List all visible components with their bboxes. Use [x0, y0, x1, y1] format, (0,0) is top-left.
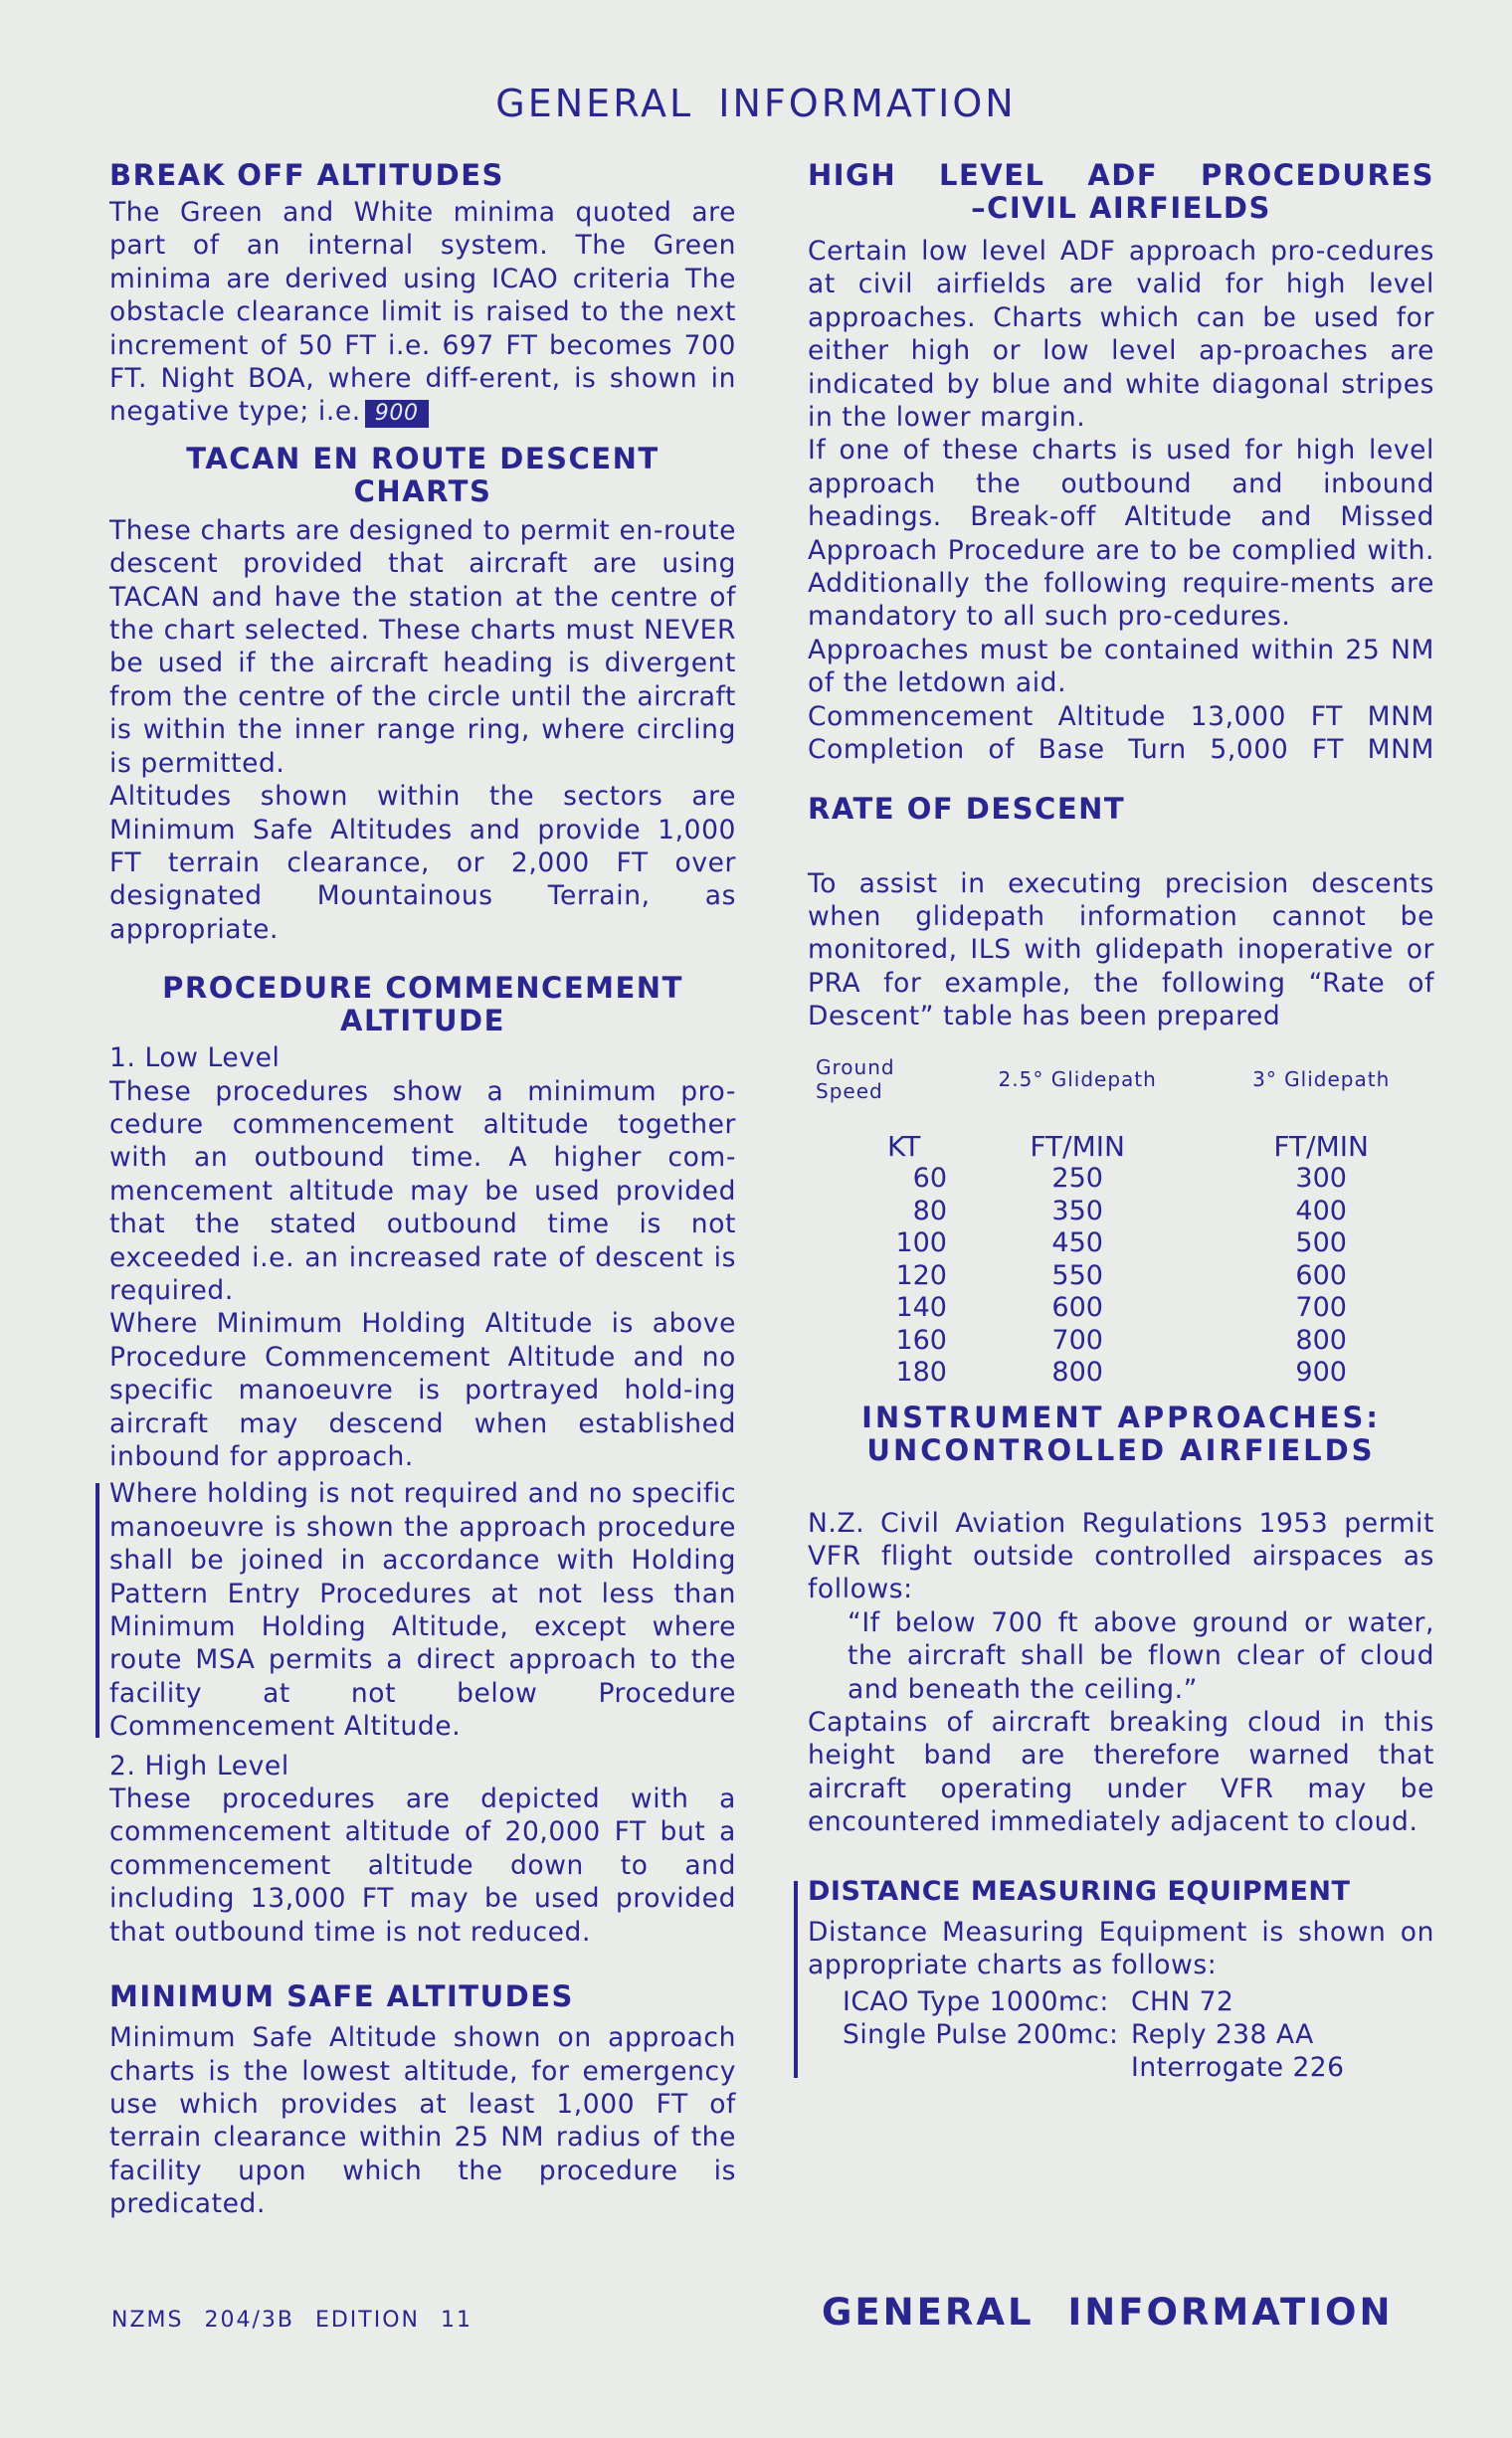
section-body: N.Z. Civil Aviation Regulations 1953 permit VFR flight outside controlled airspaces as follows:	[808, 1507, 1434, 1605]
negative-type-example: 900	[365, 400, 429, 428]
table-row	[808, 1357, 1434, 1390]
section-distance-measuring-equipment	[808, 1875, 1434, 2085]
ground-speed-cell: 60	[912, 1163, 947, 1195]
table-row	[808, 1196, 1434, 1228]
page-title: GENERAL INFORMATION	[495, 82, 1017, 125]
table-row	[808, 1325, 1434, 1358]
table-header-row	[808, 1055, 1434, 1131]
ground-speed-cell: 120	[895, 1259, 947, 1291]
section-body: Distance Measuring Equipment is shown on appropriate charts as follows:	[808, 1916, 1434, 1980]
dme-value: Reply 238 AA	[1131, 2019, 1314, 2051]
unit-cell: KT	[887, 1129, 921, 1163]
section-heading: INSTRUMENT APPROACHES:	[861, 1400, 1381, 1434]
section-body: Captains of aircraft breaking cloud in this height band are therefore warned that aircraft operating under VFR may be encountered immediately adjacent to cloud.	[808, 1706, 1434, 1838]
glidepath-3-cell: 900	[1295, 1357, 1347, 1389]
section-heading-line2: –CIVIL AIRFIELDS	[971, 191, 1271, 225]
units-row	[808, 1131, 1434, 1164]
section-body: Minimum Safe Altitude shown on approach charts is the lowest altitude, for emergency use which provides at least 1,000 FT of terrain clearance within 25 NM radius of the facility upon which the procedure is predicated.	[109, 2022, 736, 2220]
dme-row	[808, 1985, 1434, 2018]
section-high-level-adf	[808, 159, 1434, 767]
column-header: 3° Glidepath	[1252, 1066, 1391, 1091]
section-body: Certain low level ADF approach pro-cedures at civil airfields are valid for high level approaches. Charts which can be used for either high or low level ap-proaches are indicated by blue and white diagonal stripes in the lower margin.	[808, 236, 1434, 434]
ground-speed-cell: 180	[895, 1357, 947, 1389]
section-heading: MINIMUM SAFE ALTITUDES	[109, 1979, 574, 2014]
glidepath-3-cell: 800	[1295, 1324, 1347, 1356]
dme-key: Single Pulse 200mc:	[843, 2019, 1119, 2051]
section-heading-line2: UNCONTROLLED AIRFIELDS	[866, 1432, 1376, 1467]
ground-speed-cell: 80	[912, 1195, 947, 1226]
section-heading: RATE OF DESCENT	[808, 791, 1126, 826]
rate-of-descent-table	[808, 1055, 1434, 1390]
requirement-commencement: Commencement Altitude 13,000 FT MNM	[808, 700, 1434, 732]
section-body: If one of these charts is used for high level approach the outbound and inbound headings. Break-off Altitude and Missed Approach Procedure are to be complied with. Additionally the following require-ments are mandatory to all such pro-cedures.	[808, 435, 1434, 633]
section-heading: HIGH LEVEL ADF PROCEDURES	[808, 158, 1434, 192]
right-column	[808, 159, 1434, 2084]
section-body: Altitudes shown within the sectors are Minimum Safe Altitudes and provide 1,000 FT terrain clearance, or 2,000 FT over designated Mountainous Terrain, as appropriate.	[109, 781, 736, 945]
body-text: The Green and White minima quoted are part of an internal system. The Green minima are derived using ICAO criteria The obstacle clearance limit is raised to the next increment of 50 FT i.e. 697 FT becomes 700 FT. Night BOA, where diff-erent, is shown in negative type; i.e.	[109, 197, 736, 428]
section-heading: TACAN EN ROUTE DESCENT CHARTS	[186, 441, 660, 508]
section-body: Approaches must be contained within 25 NM of the letdown aid.	[808, 634, 1434, 699]
glidepath-2-5-cell: 450	[1051, 1227, 1103, 1259]
dme-key	[808, 2051, 1131, 2084]
dme-list	[808, 1985, 1434, 2084]
dme-value: CHN 72	[1131, 1986, 1234, 2018]
column-header: Ground Speed	[816, 1054, 895, 1103]
table-row	[808, 1292, 1434, 1325]
footer-title: GENERAL INFORMATION	[822, 2291, 1394, 2334]
regulation-quote: “If below 700 ft above ground or water, the aircraft shall be flown clear of cloud and beneath the ceiling.”	[848, 1606, 1434, 1705]
table-body	[808, 1131, 1434, 1390]
subheading-high-level: 2. High Level	[109, 1750, 289, 1782]
section-body: Where Minimum Holding Altitude is above Procedure Commencement Altitude and no specific manoeuvre is portrayed hold-ing aircraft may descend when established inbound for approach.	[109, 1308, 736, 1472]
section-body	[109, 196, 736, 429]
table-row	[808, 1163, 1434, 1196]
dme-row	[808, 2051, 1434, 2084]
ground-speed-cell: 100	[895, 1227, 947, 1259]
glidepath-3-cell: 400	[1295, 1195, 1347, 1226]
glidepath-3-cell: 700	[1295, 1292, 1347, 1324]
left-column	[109, 159, 736, 2221]
glidepath-2-5-cell: 550	[1051, 1259, 1103, 1291]
glidepath-2-5-cell: 250	[1051, 1163, 1103, 1195]
requirement-base-turn: Completion of Base Turn 5,000 FT MNM	[808, 734, 1434, 766]
glidepath-2-5-cell: 800	[1051, 1357, 1103, 1389]
glidepath-3-cell: 500	[1295, 1227, 1347, 1259]
section-minimum-safe-altitudes	[109, 1980, 736, 2220]
section-body: These charts are designed to permit en-route descent provided that aircraft are using TACAN and have the station at the centre of the chart selected. These charts must NEVER be used if the aircraft heading is divergent from the centre of the circle until the aircraft is within the inner range ring, where circling is permitted.	[109, 514, 736, 779]
ground-speed-cell: 140	[895, 1292, 947, 1324]
edition-footer: NZMS 204/3B EDITION 11	[111, 2308, 472, 2333]
unit-cell: FT/MIN	[1273, 1129, 1369, 1163]
glidepath-2-5-cell: 350	[1051, 1195, 1103, 1226]
section-body: To assist in executing precision descents when glidepath information cannot be monitored, ILS with glidepath inoperative or PRA for example, the following “Rate of Descent” table has been prepared	[808, 867, 1434, 1032]
section-rate-of-descent	[808, 793, 1434, 1390]
glidepath-3-cell: 600	[1295, 1259, 1347, 1291]
section-break-off-altitudes	[109, 159, 736, 429]
glidepath-2-5-cell: 700	[1051, 1324, 1103, 1356]
section-instrument-approaches-uncontrolled	[808, 1402, 1434, 1839]
subheading-low-level: 1. Low Level	[109, 1042, 281, 1074]
dme-key: ICAO Type 1000mc:	[843, 1986, 1109, 2018]
column-header: 2.5° Glidepath	[998, 1066, 1157, 1091]
unit-cell: FT/MIN	[1030, 1129, 1125, 1163]
section-heading: PROCEDURE COMMENCEMENT ALTITUDE	[162, 971, 683, 1038]
glidepath-2-5-cell: 600	[1051, 1292, 1103, 1324]
table-row	[808, 1260, 1434, 1293]
section-tacan-en-route	[109, 443, 736, 946]
dme-row	[808, 2018, 1434, 2051]
section-body: These procedures show a minimum pro-cedure commencement altitude together with an outbound time. A higher com-mencement altitude may be used provided that the stated outbound time is not exceeded i.e. an increased rate of descent is required.	[109, 1075, 736, 1306]
dme-value: Interrogate 226	[1131, 2052, 1345, 2084]
glidepath-3-cell: 300	[1295, 1163, 1347, 1195]
section-procedure-commencement-altitude	[109, 972, 736, 1949]
revision-barred-paragraph: Where holding is not required and no specific manoeuvre is shown the approach procedure shall be joined in accordance with Holding Pattern Entry Procedures at not less than Minimum Holding Altitude, except where route MSA permits a direct approach to the facility at not below Procedure Commencement Altitude.	[109, 1478, 736, 1743]
ground-speed-cell: 160	[895, 1324, 947, 1356]
section-body: These procedures are depicted with a commencement altitude of 20,000 FT but a commencement altitude down to and including 13,000 FT may be used provided that outbound time is not reduced.	[109, 1783, 736, 1948]
section-heading: DISTANCE MEASURING EQUIPMENT	[808, 1875, 1351, 1907]
section-heading: BREAK OFF ALTITUDES	[109, 158, 504, 192]
table-row	[808, 1227, 1434, 1260]
